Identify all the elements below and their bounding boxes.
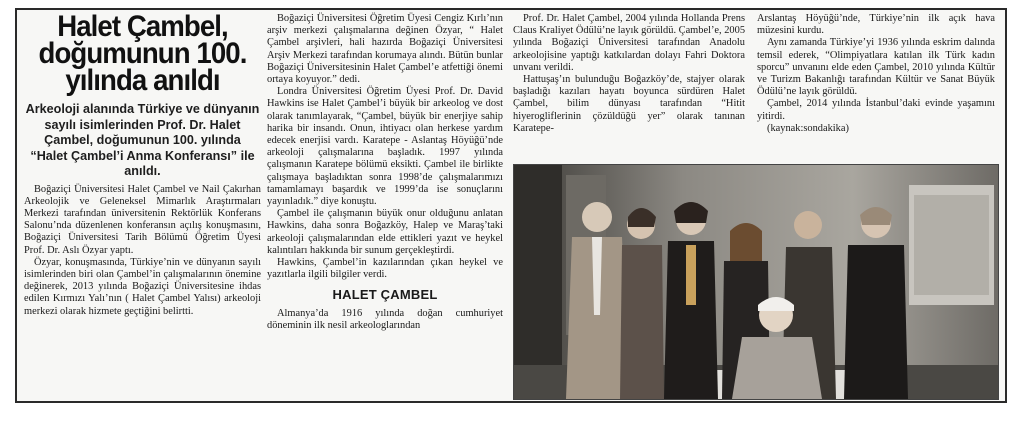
column-2: [267, 13, 503, 332]
group-photo-image: [514, 165, 998, 399]
paragraph: Aynı zamanda Türkiye’yi 1936 yılında eskrim dalında temsil ederek, “Olimpiyatlara katılan ilk Türk kadın sporcu” unvanını elde eden Çambel, 2010 yılında Kültür ve Turizm Bakanlığı tarafından Kültür ve Sanat Büyük Ödülü’ne layık görüldü.: [757, 37, 995, 98]
paragraph: Çambel ile çalışmanın büyük onur olduğunu anlatan Hawkins, daha sonra Boğazköy, Halep ve Maraş’taki arkeoloji çalışmalarından elde ettikleri yazıt ve heykel kalıntıları hakkında bir sunum gerçekleştirdi.: [267, 208, 503, 256]
paragraph: Hattuşaş’ın bulunduğu Boğazköy’de, stajyer olarak başladığı kazıları hayatı boyunca sürdüren Halet Çambel, bilim dünyası tarafından “Hitit hiyerogliflerinin çözüldüğü yer” olarak tanınan Karatepe-: [513, 74, 745, 134]
news-clipping: [15, 8, 1007, 403]
paragraph: Almanya’da 1916 yılında doğan cumhuriyet döneminin ilk nesil arkeologlarından: [267, 307, 503, 331]
paragraph: Özyar, konuşmasında, Türkiye’nin ve dünyanın sayılı isimlerinden biri olan Çambel’in çalışmalarının önemine değinerek, 2013 yılında Boğaziçi Üniversitesine ihdas edilen Kırmızı Yalı’nın ( Halet Çambel Yalısı) arkeoloji merkezi olarak hizmete geçtiğini belirtti.: [24, 256, 261, 317]
paragraph: Londra Üniversitesi Öğretim Üyesi Prof. Dr. David Hawkins ise Halet Çambel’i büyük bir arkeolog ve dost olarak tanımlayarak, “Çambel, büyük bir enerjiye sahip harika bir insandı. Onun, ihtiyacı olan herkese yardım edecek enerjisi vardı. Karatepe - Aslantaş Höyüğü’nde arkeoloji çalışmalarına başladık. 1997 yılında çalışmanın Karatepe bölümü eksikti. Çambel ile birlikte çalışmaya başladıktan sonra 1998’de çalışmalarımızı tamamlamayı başardık ve 1999’da ise sonuçlarını yayınladık.” diye konuştu.: [267, 86, 503, 208]
source-credit: (kaynak:sondakika): [767, 122, 849, 134]
column-1: [24, 10, 261, 318]
paragraph: Boğaziçi Üniversitesi Öğretim Üyesi Cengiz Kırlı’nın arşiv merkezi çalışmalarına değinen Özyar, “ Halet Çambel arşivleri, hali hazırda Boğaziçi Üniversitesi Arşiv Merkezi tarafından korumaya alındı. Bütün bunlar Boğaziçi Üniversitesinin Halet Çambel’e atfettiği önemi ortaya koyuyor.” dedi.: [267, 13, 503, 86]
headline: Halet Çambel, doğumunun 100. yılında anıldı: [38, 10, 247, 97]
paragraph: Çambel, 2014 yılında İstanbul’daki evinde yaşamını yitirdi.: [757, 98, 995, 122]
paragraph: Boğaziçi Üniversitesi Halet Çambel ve Nail Çakırhan Arkeolojik ve Geleneksel Mimarlık Araştırmaları Merkezi tarafından üniversitenin Rektörlük Konferans Salonu’nda düzenlenen konferansın açılış konuşmasını, Boğaziçi Üniversitesi Tarih Bölümü Öğretim Üyesi Prof. Dr. Aslı Özyar yaptı.: [24, 183, 261, 256]
column-4: [757, 13, 995, 135]
paragraph: Arslantaş Höyüğü’nde, Türkiye’nin ilk açık hava müzesini kurdu.: [757, 13, 995, 37]
paragraph: Hawkins, Çambel’in kazılarından çıkan heykel ve yazıtlarla ilgili bilgiler verdi.: [267, 257, 503, 281]
column-3: [513, 13, 745, 135]
deck: Arkeoloji alanında Türkiye ve dünyanın sayılı isimlerinden Prof. Dr. Halet Çambel, doğumunun 100. yılında “Halet Çambel’i Anma Konferansı” ile anıldı.: [25, 102, 260, 178]
paragraph: Prof. Dr. Halet Çambel, 2004 yılında Hollanda Prens Claus Kraliyet Ödülü’ne layık görüldü. Çambel’e, 2005 yılında Boğaziçi Üniversitesi tarafından Anadolu arkeolojisine yaptığı katkılardan dolayı Fahri Doktora unvanı verildi.: [513, 13, 746, 73]
group-photo: [513, 164, 999, 400]
section-subhead: HALET ÇAMBEL: [332, 287, 438, 303]
